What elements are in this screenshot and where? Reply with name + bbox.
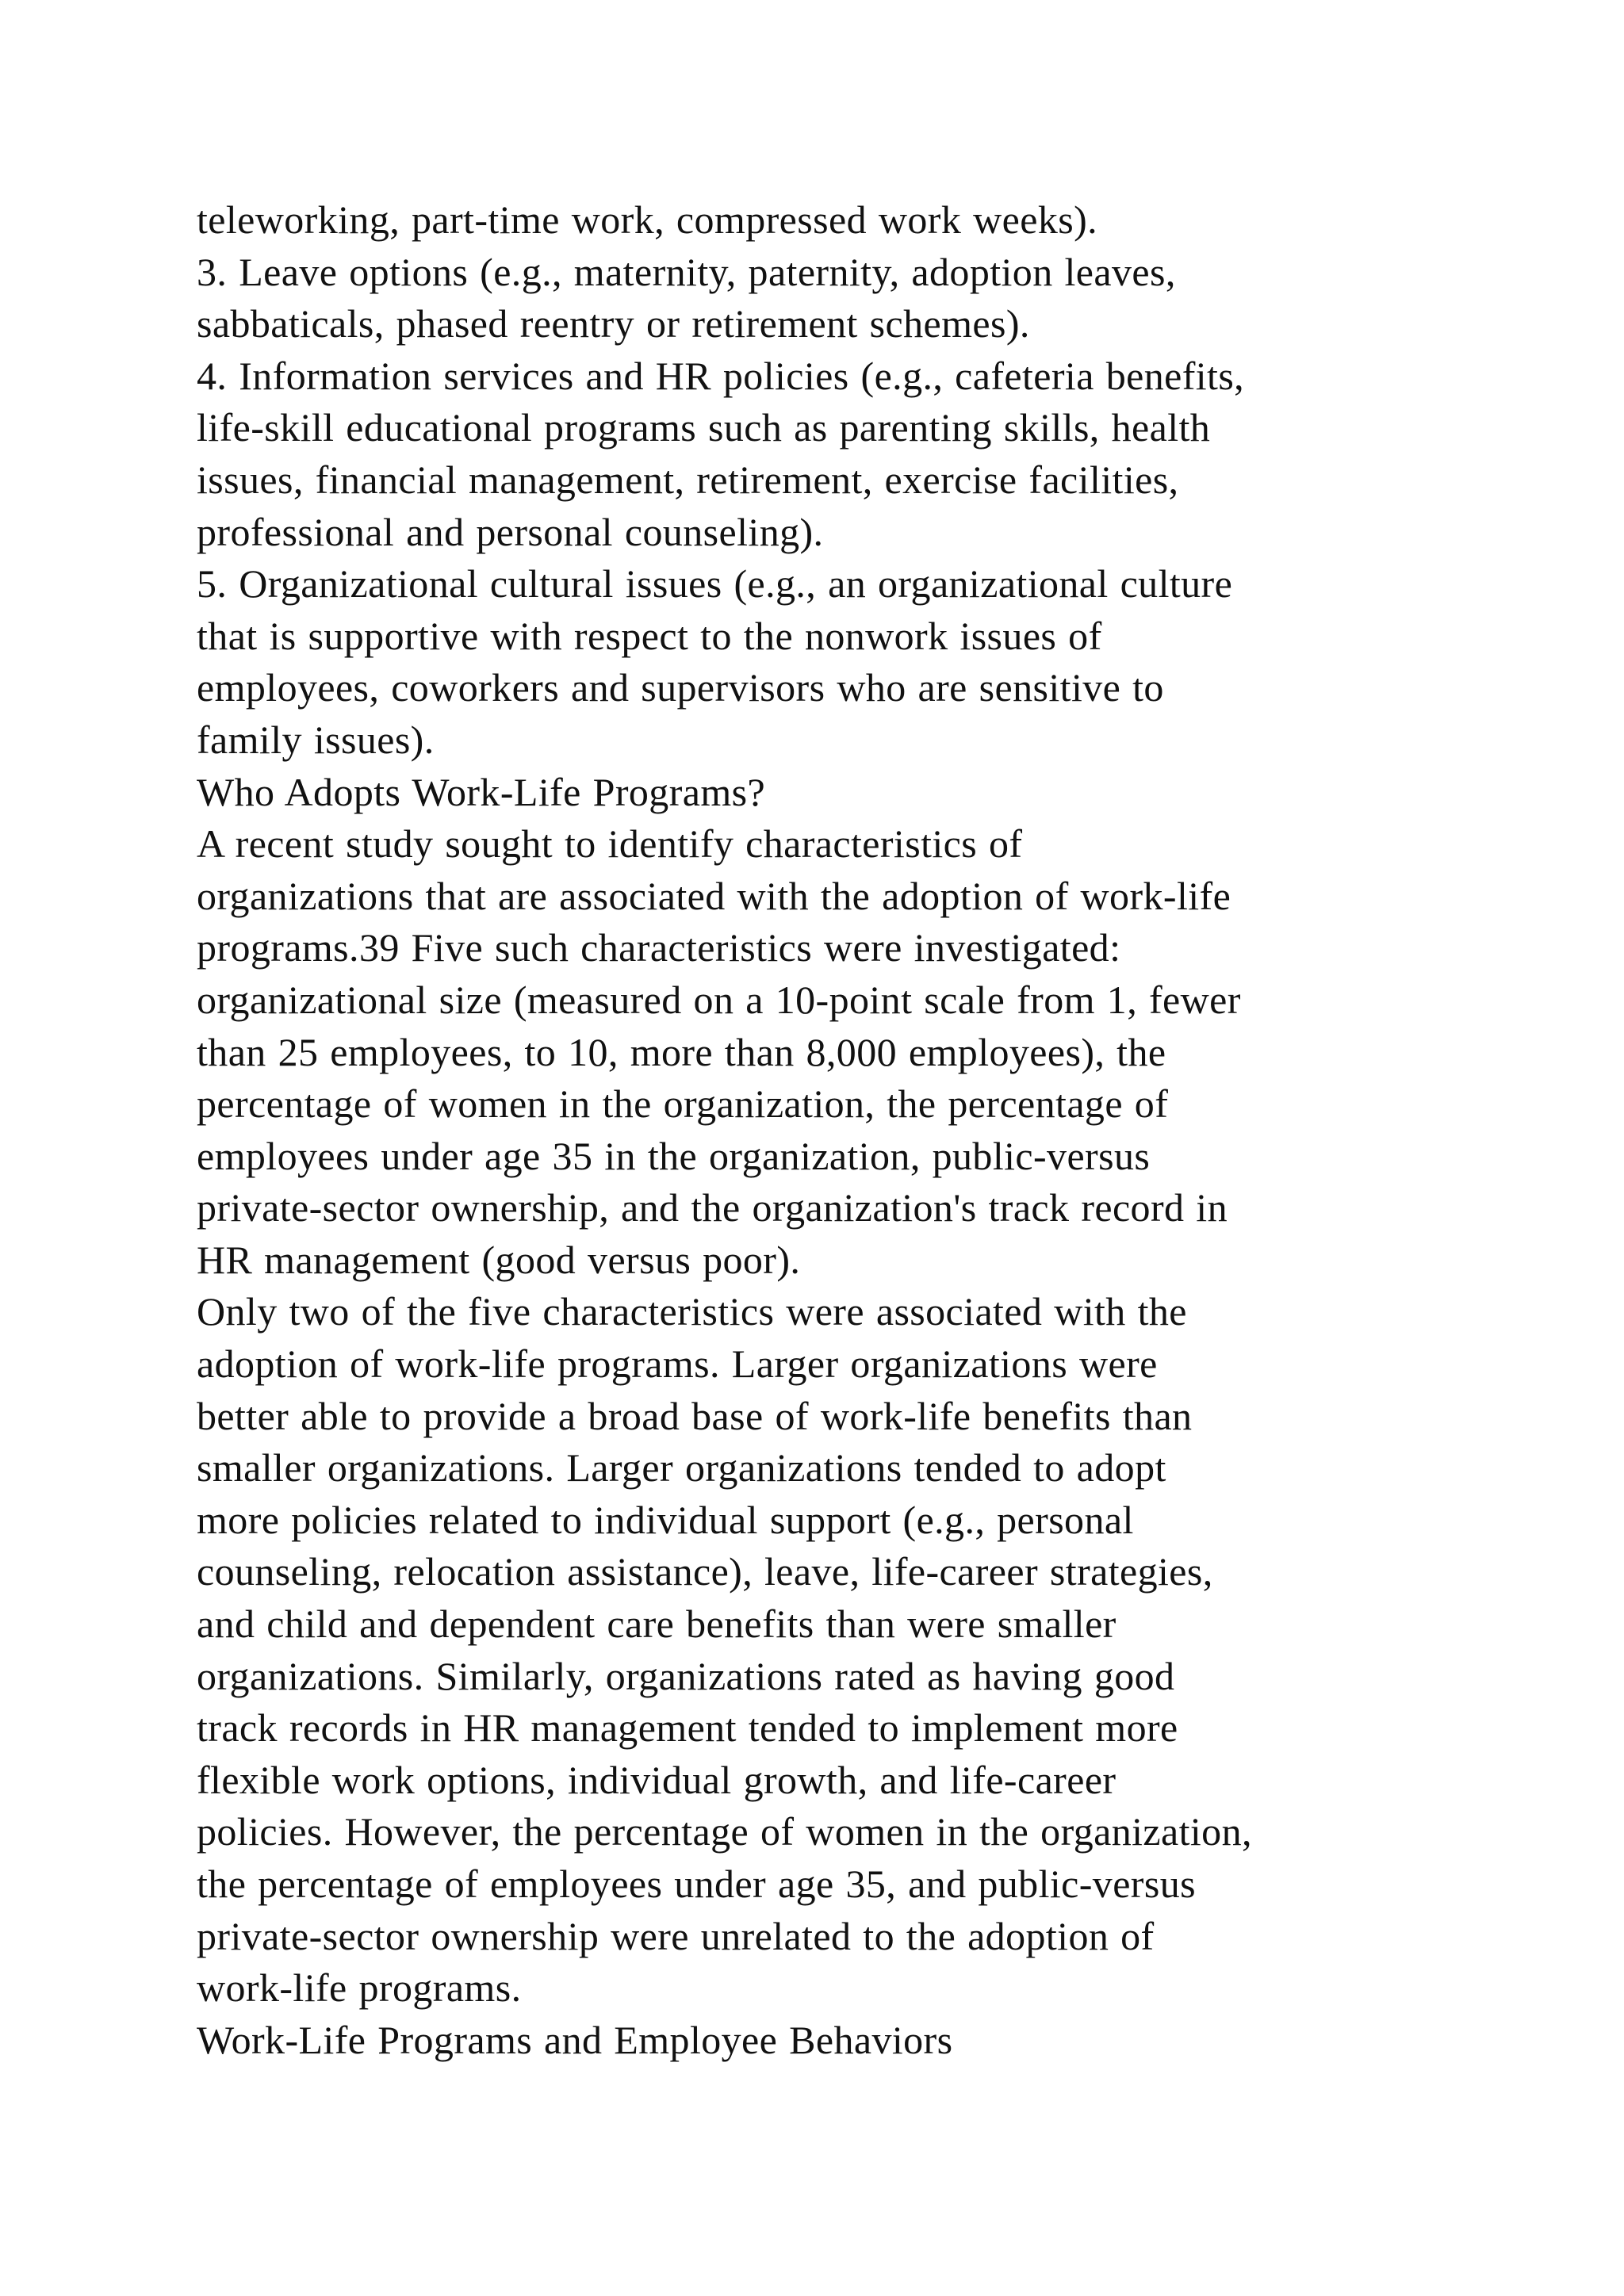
text-line: 5. Organizational cultural issues (e.g., an organizational culture: [197, 561, 1233, 607]
text-line: teleworking, part-time work, compressed work weeks).: [197, 197, 1098, 242]
text-line: programs.39 Five such characteristics were investigated:: [197, 925, 1121, 970]
text-line: sabbaticals, phased reentry or retirement schemes).: [197, 301, 1030, 346]
text-line: employees under age 35 in the organization, public-versus: [197, 1133, 1151, 1178]
text-line: Only two of the five characteristics were associated with the: [197, 1289, 1187, 1334]
text-line: policies. However, the percentage of women in the organization,: [197, 1809, 1252, 1854]
text-line: 4. Information services and HR policies (e.g., cafeteria benefits,: [197, 353, 1245, 398]
text-line: employees, coworkers and supervisors who are sensitive to: [197, 665, 1164, 710]
text-line: issues, financial management, retirement, exercise facilities,: [197, 457, 1179, 502]
text-line: track records in HR management tended to implement more: [197, 1705, 1178, 1751]
text-line: 3. Leave options (e.g., maternity, paternity, adoption leaves,: [197, 249, 1176, 294]
section-heading: Who Adopts Work-Life Programs?: [197, 769, 766, 814]
text-line: counseling, relocation assistance), leave, life-career strategies,: [197, 1549, 1213, 1594]
text-line: A recent study sought to identify characteristics of: [197, 821, 1023, 867]
document-page: [197, 194, 1529, 2066]
text-line: than 25 employees, to 10, more than 8,000 employees), the: [197, 1029, 1166, 1074]
text-line: more policies related to individual support (e.g., personal: [197, 1497, 1134, 1542]
section-heading: Work-Life Programs and Employee Behaviors: [197, 2017, 953, 2062]
text-line: the percentage of employees under age 35, and public-versus: [197, 1862, 1196, 1906]
text-line: adoption of work-life programs. Larger organizations were: [197, 1341, 1158, 1387]
text-line: life-skill educational programs such as parenting skills, health: [197, 405, 1211, 450]
text-line: organizational size (measured on a 10-point scale from 1, fewer: [197, 977, 1241, 1022]
text-line: better able to provide a broad base of work-life benefits than: [197, 1393, 1193, 1438]
text-line: flexible work options, individual growth, and life-career: [197, 1757, 1116, 1802]
text-line: organizations that are associated with the adoption of work-life: [197, 873, 1231, 918]
text-line: family issues).: [197, 717, 435, 762]
text-line: professional and personal counseling).: [197, 509, 824, 554]
text-line: and child and dependent care benefits than were smaller: [197, 1601, 1116, 1647]
text-line: smaller organizations. Larger organizations tended to adopt: [197, 1445, 1166, 1490]
text-line: private-sector ownership were unrelated to the adoption of: [197, 1913, 1155, 1958]
text-line: work-life programs.: [197, 1965, 522, 2011]
text-line: HR management (good versus poor).: [197, 1237, 801, 1282]
text-line: that is supportive with respect to the nonwork issues of: [197, 613, 1102, 658]
text-line: private-sector ownership, and the organization's track record in: [197, 1185, 1228, 1230]
text-line: percentage of women in the organization, the percentage of: [197, 1081, 1169, 1127]
text-line: organizations. Similarly, organizations rated as having good: [197, 1653, 1175, 1698]
